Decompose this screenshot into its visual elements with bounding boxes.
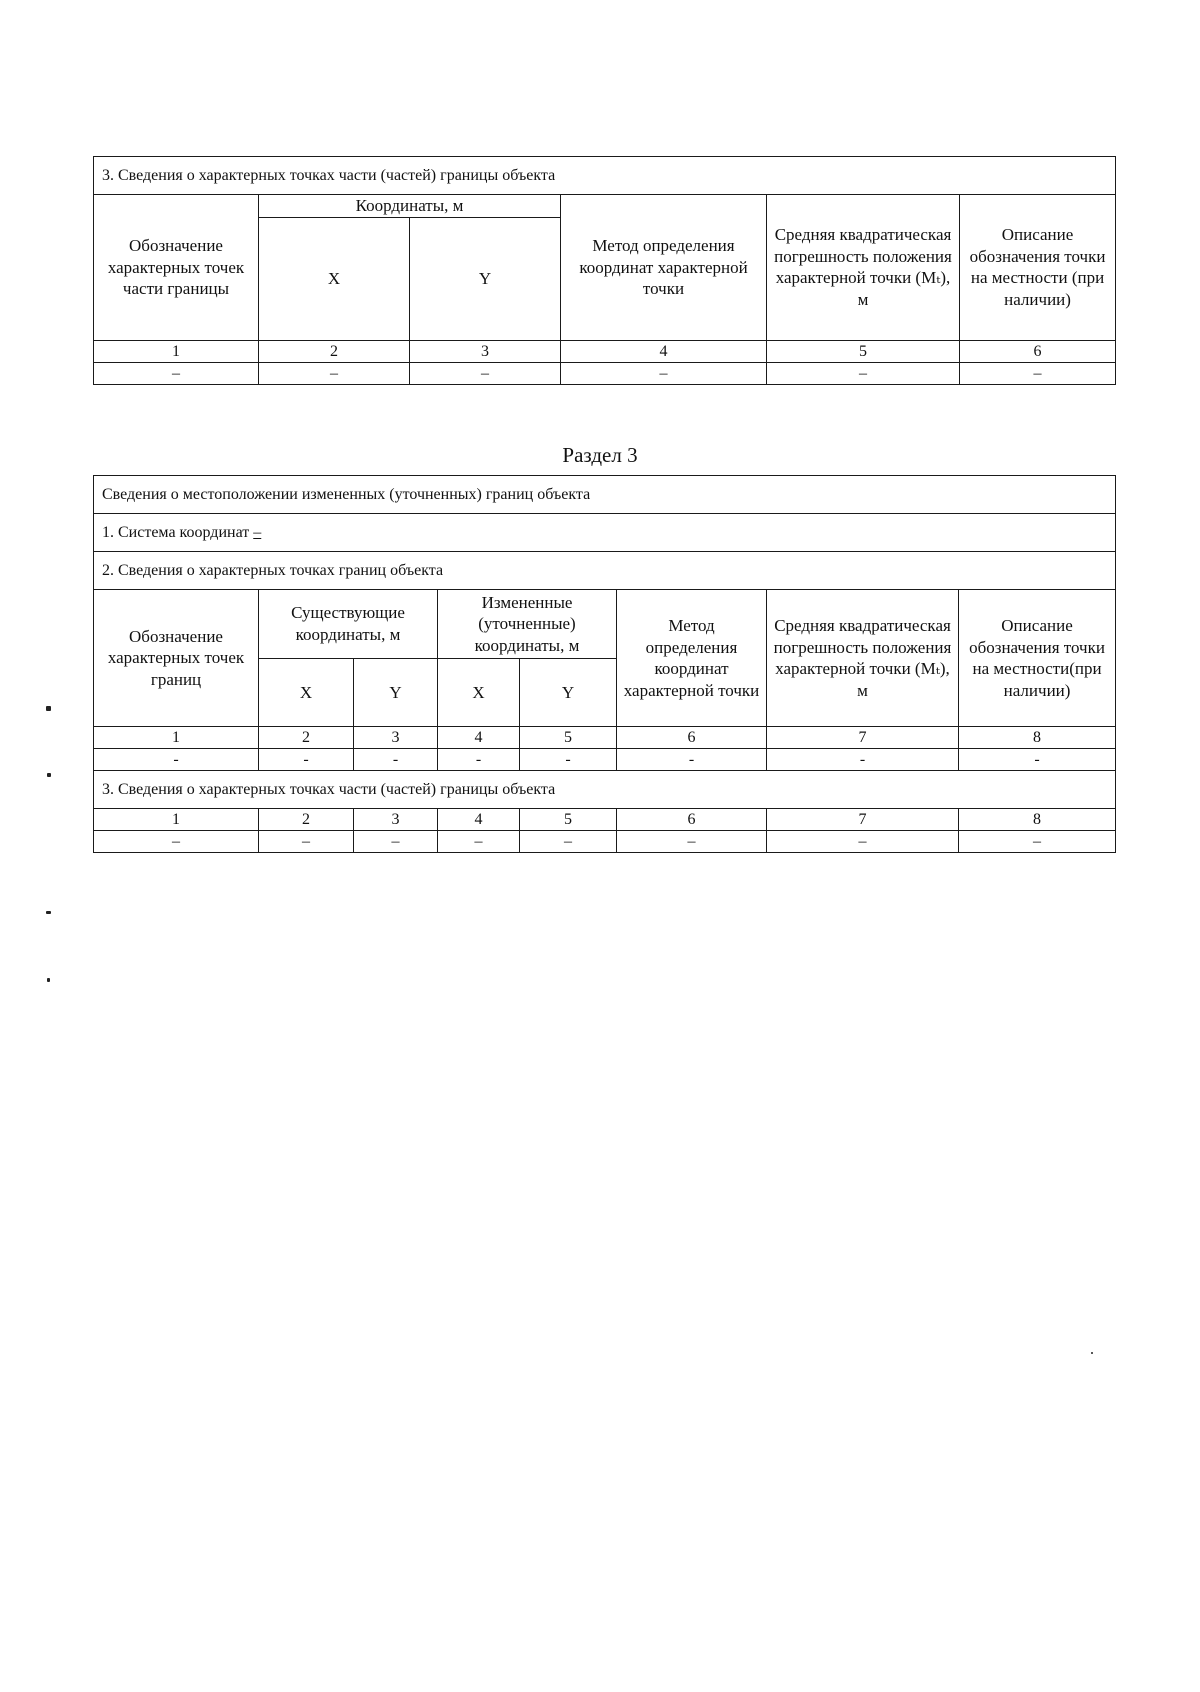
scan-speck — [46, 706, 51, 711]
table-cell: – — [767, 362, 960, 384]
header-existing-coordinates: Существующие координаты, м — [259, 590, 438, 659]
column-number: 1 — [94, 809, 259, 831]
column-number: 3 — [354, 727, 438, 749]
table-cell: - — [520, 749, 617, 771]
table-row — [94, 749, 1116, 771]
scan-speck — [1091, 1352, 1093, 1354]
column-number: 2 — [259, 727, 354, 749]
column-number: 4 — [561, 340, 767, 362]
column-number: 2 — [259, 340, 410, 362]
table-cell: - — [438, 749, 520, 771]
table-cell: – — [438, 831, 520, 853]
scan-speck — [47, 978, 50, 982]
header-error: Средняя квадратическая погрешность положения характерной точки (Mₜ), м — [767, 195, 960, 341]
coordinate-system-value: – — [253, 523, 262, 541]
header-description: Описание обозначения точки на местности(при наличии) — [959, 590, 1116, 727]
characteristic-points-part-table — [93, 156, 1116, 385]
table-caption: Сведения о местоположении измененных (уточненных) границ объекта — [94, 476, 1116, 514]
column-number: 4 — [438, 727, 520, 749]
section-title: Раздел 3 — [562, 443, 638, 467]
table-row — [94, 727, 1116, 749]
table-cell: – — [767, 831, 959, 853]
header-changed-coordinates: Измененные (уточненные) координаты, м — [438, 590, 617, 659]
column-number: 8 — [959, 809, 1116, 831]
coordinate-system-label: 1. Система координат — [102, 523, 250, 541]
column-number: 5 — [520, 727, 617, 749]
column-number: 1 — [94, 340, 259, 362]
column-number: 1 — [94, 727, 259, 749]
column-number: 5 — [520, 809, 617, 831]
header-y: Y — [410, 217, 561, 340]
header-designation: Обозначение характерных точек части границы — [94, 195, 259, 341]
header-x: X — [259, 217, 410, 340]
table-cell: – — [561, 362, 767, 384]
header-error: Средняя квадратическая погрешность положения характерной точки (Mₜ), м — [767, 590, 959, 727]
table-cell: - — [767, 749, 959, 771]
column-number: 4 — [438, 809, 520, 831]
header-method: Метод определения координат характерной точки — [561, 195, 767, 341]
table-cell: – — [617, 831, 767, 853]
header-coordinates: Координаты, м — [259, 195, 561, 218]
column-number: 6 — [960, 340, 1116, 362]
column-number: 2 — [259, 809, 354, 831]
header-method: Метод определения координат характерной точки — [617, 590, 767, 727]
table-cell: – — [520, 831, 617, 853]
table-cell: – — [959, 831, 1116, 853]
table-cell: - — [259, 749, 354, 771]
column-number: 3 — [354, 809, 438, 831]
header-x: X — [438, 658, 520, 727]
column-number: 7 — [767, 727, 959, 749]
subsection-title: 3. Сведения о характерных точках части (частей) границы объекта — [94, 771, 1116, 809]
table-row — [94, 809, 1116, 831]
column-number: 7 — [767, 809, 959, 831]
table-row — [94, 831, 1116, 853]
header-designation: Обозначение характерных точек границ — [94, 590, 259, 727]
table-cell: – — [259, 362, 410, 384]
header-description: Описание обозначения точки на местности (при наличии) — [960, 195, 1116, 341]
column-number: 6 — [617, 727, 767, 749]
coordinate-system-row — [94, 514, 1116, 552]
header-x: X — [259, 658, 354, 727]
subsection-title: 2. Сведения о характерных точках границ объекта — [94, 552, 1116, 590]
table-cell: – — [259, 831, 354, 853]
header-y: Y — [520, 658, 617, 727]
table-cell: – — [94, 831, 259, 853]
table-row — [94, 362, 1116, 384]
column-number: 5 — [767, 340, 960, 362]
header-y: Y — [354, 658, 438, 727]
table-cell: – — [94, 362, 259, 384]
table-cell: - — [354, 749, 438, 771]
scan-speck — [46, 911, 51, 914]
table-cell: – — [354, 831, 438, 853]
column-number: 3 — [410, 340, 561, 362]
table-cell: - — [959, 749, 1116, 771]
table-cell: – — [410, 362, 561, 384]
column-number: 6 — [617, 809, 767, 831]
changed-boundaries-table — [93, 475, 1116, 853]
table-cell: – — [960, 362, 1116, 384]
table-row — [94, 340, 1116, 362]
scan-speck — [47, 773, 51, 777]
table-title: 3. Сведения о характерных точках части (частей) границы объекта — [94, 157, 1116, 195]
column-number: 8 — [959, 727, 1116, 749]
table-cell: - — [617, 749, 767, 771]
table-cell: - — [94, 749, 259, 771]
